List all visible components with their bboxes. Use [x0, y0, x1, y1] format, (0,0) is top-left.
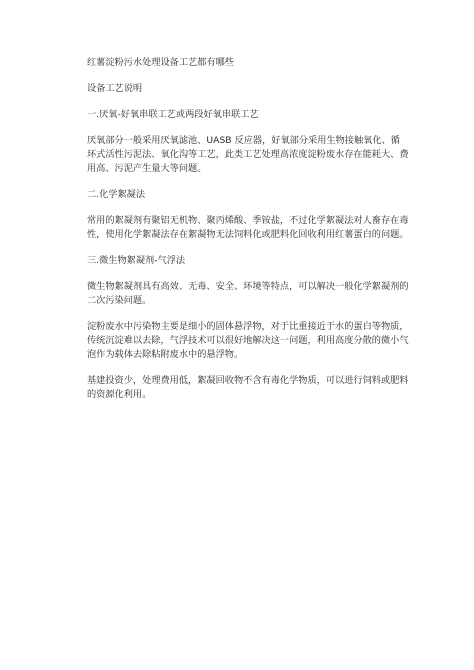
- document-body: [87, 56, 409, 402]
- paragraph-4: 淀粉废水中污染物主要是细小的固体悬浮物，对于比重接近于水的蛋白等物质，传统沉淀难以去除，气浮技术可以很好地解决这一问题，利用高度分散的微小气泡作为载体去除粘附废水中的悬浮物。: [87, 321, 409, 360]
- heading-1: 一.厌氧-好氧串联工艺或两段好氧串联工艺: [87, 109, 259, 120]
- section-label: 设备工艺说明: [87, 83, 143, 94]
- paragraph-5: 基建投资少，处理费用低，絮凝回收物不含有毒化学物质，可以进行饲料或肥料的资源化利用。: [87, 375, 409, 400]
- heading-2: 二.化学絮凝法: [87, 189, 146, 200]
- paragraph-1: 厌氧部分一般采用厌氧滤池、UASB 反应器，好氧部分采用生物接触氧化、循环式活性污泥法、氧化沟等工艺，此类工艺处理高浓度淀粉废水存在能耗大、费用高、污泥产生量大等问题。: [87, 135, 409, 174]
- paragraph-2: 常用的絮凝剂有聚铝无机物、聚丙烯酸、季铵盐，不过化学絮凝法对人畜存在毒性，使用化学絮凝法存在絮凝物无法饲料化或肥料化回收利用红薯蛋白的问题。: [87, 215, 409, 240]
- heading-3: 三.微生物絮凝剂-气浮法: [87, 255, 186, 266]
- document-title: 红薯淀粉污水处理设备工艺都有哪些: [87, 57, 234, 68]
- paragraph-3: 微生物絮凝剂具有高效、无毒、安全、环境等特点，可以解决一般化学絮凝剂的二次污染问题。: [87, 281, 409, 306]
